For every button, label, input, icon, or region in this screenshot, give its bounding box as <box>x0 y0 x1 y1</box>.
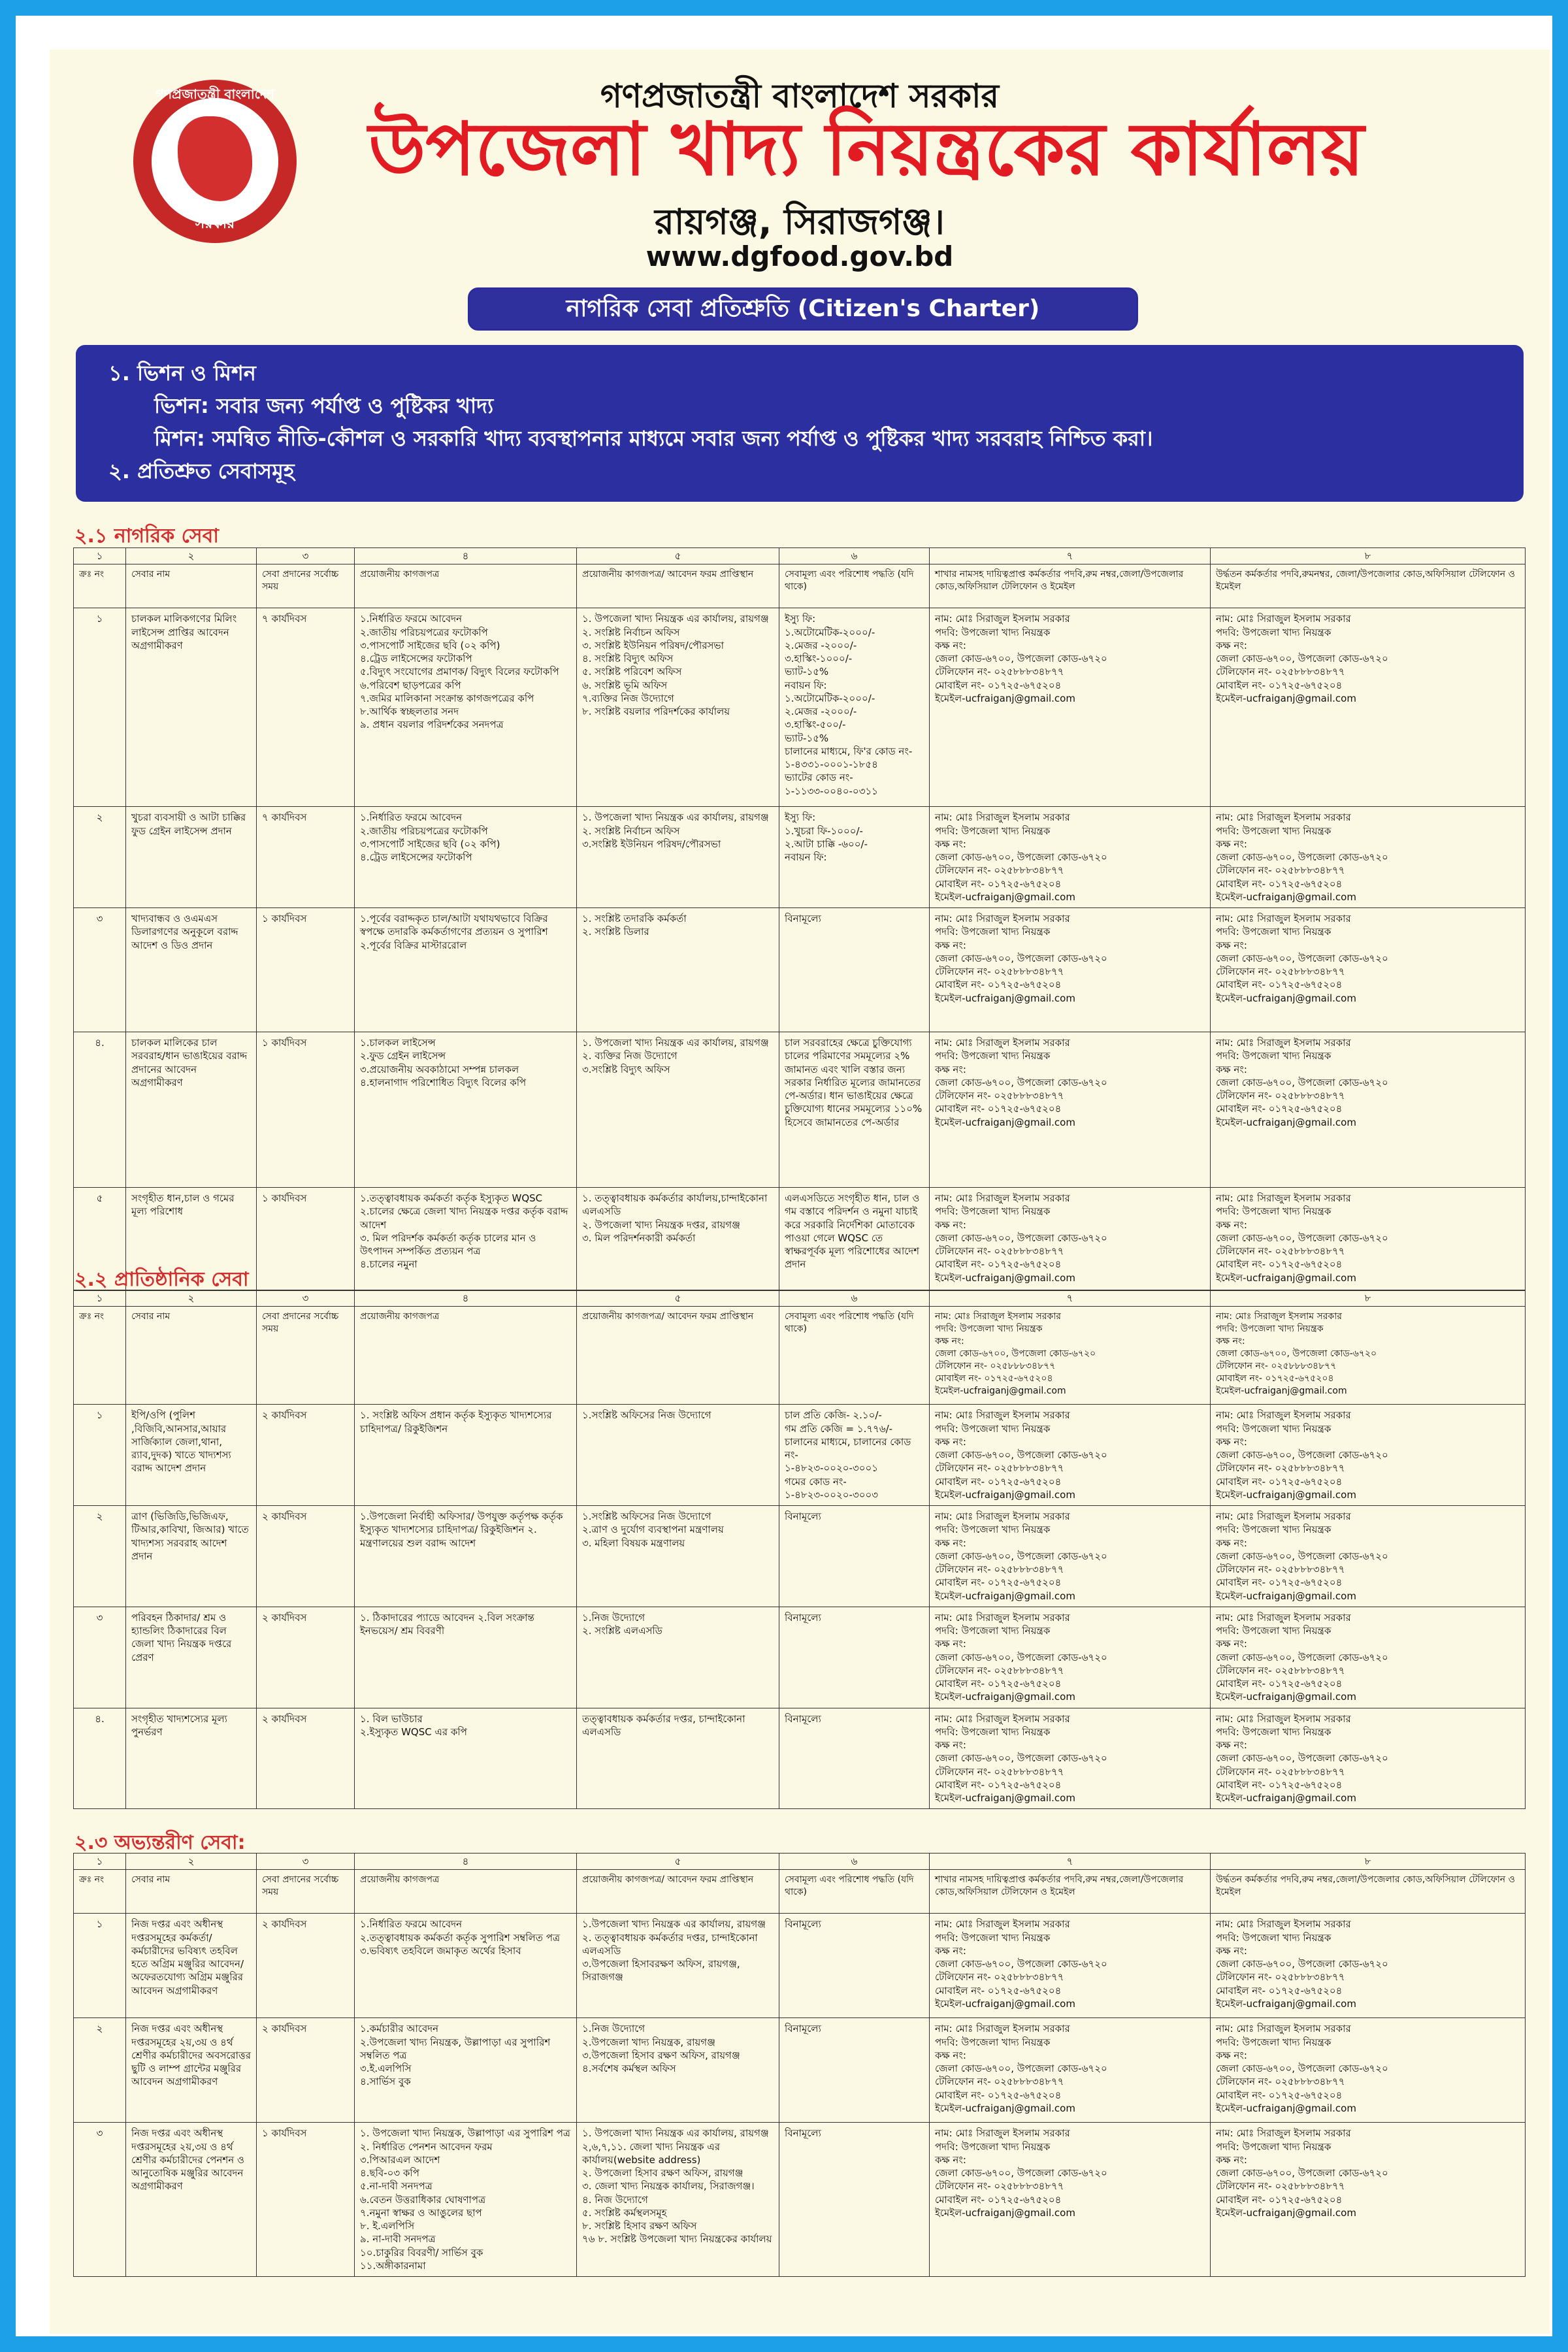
service-name: ইপি/ওপি (পুলিশ ,বিজিবি,আনসার,আয়ার সার্জিক্যাল জেলা,থানা, র‍্যাব,দুদক) খাতে খাদ্যশস্য বরাদ্দ আদেশ প্রদান <box>126 1405 257 1506</box>
office-location: রায়গঞ্জ, সিরাজগঞ্জ। <box>655 201 945 242</box>
service-time: ১ কার্যদিবস <box>257 2123 355 2277</box>
column-number: ৫ <box>577 1854 779 1870</box>
document-source: ১.নিজ উদ্যোগে ২. সংশ্লিষ্ট এলএসডি <box>577 1607 779 1708</box>
table-row <box>74 1914 1526 2018</box>
column-header: প্রয়োজনীয় কাগজপত্র/ আবেদন ফরম প্রাপ্তিস্থান <box>577 1870 779 1914</box>
table-row <box>74 2123 1526 2277</box>
service-fee: বিনামূল্যে <box>779 1607 930 1708</box>
section-title: ২.১ নাগরিক সেবা <box>74 525 219 547</box>
column-number: ৪ <box>355 548 577 564</box>
service-fee: বিনামূল্যে <box>779 2123 930 2277</box>
senior-officer: নাম: মোঃ সিরাজুল ইসলাম সরকার পদবি: উপজেলা খাদ্য নিয়ন্ত্রক কক্ষ নং: জেলা কোড-৬৭০০, উপজেলা কোড-৬৭২০ টেলিফোন নং- ০২৫৮৮৮৩৪৮৭৭ মোবাইল নং- ০১৭২৫-৬৭৫২০৪ ইমেইল-ucfraiganj@gmail.com <box>1211 1032 1526 1188</box>
row-number: ৪. <box>74 1032 126 1188</box>
table-row <box>74 1506 1526 1607</box>
service-name: খাদ্যবান্ধব ও ওএমএস ডিলারগণের অনুকূলে বরাদ্দ আদেশ ও ডিও প্রদান <box>126 908 257 1032</box>
section-title: ২.৩ অভ্যন্তরীণ সেবা: <box>74 1831 246 1854</box>
services-table <box>73 547 1526 1291</box>
website-link[interactable]: www.dgfood.gov.bd <box>645 240 954 272</box>
service-name: চালকল মালিকের চাল সরবরাহ/ধান ভাঙাইয়ের বরাদ্দ প্রদানের আবেদন অগ্রগামীকরণ <box>126 1032 257 1188</box>
column-header: সেবামূল্য এবং পরিশোধ পদ্ধতি (যদি থাকে) <box>779 564 930 608</box>
required-documents: ১.নির্ধারিত ফরমে আবেদন ২.জাতীয় পরিচয়পত্রের ফটোকপি ৩.পাসপোর্ট সাইজের ছবি (০২ কপি) ৪.ট্রেড লাইসেন্সের ফটোকপি <box>355 807 577 908</box>
column-number: ৭ <box>930 548 1211 564</box>
responsible-officer: নাম: মোঃ সিরাজুল ইসলাম সরকার পদবি: উপজেলা খাদ্য নিয়ন্ত্রক কক্ষ নং: জেলা কোড-৬৭০০, উপজেলা কোড-৬৭২০ টেলিফোন নং- ০২৫৮৮৮৩৪৮৭৭ মোবাইল নং- ০১৭২৫-৬৭৫২০৪ ইমেইল-ucfraiganj@gmail.com <box>930 908 1211 1032</box>
senior-officer: নাম: মোঃ সিরাজুল ইসলাম সরকার পদবি: উপজেলা খাদ্য নিয়ন্ত্রক কক্ষ নং: জেলা কোড-৬৭০০, উপজেলা কোড-৬৭২০ টেলিফোন নং- ০২৫৮৮৮৩৪৮৭৭ মোবাইল নং- ০১৭২৫-৬৭৫২০৪ ইমেইল-ucfraiganj@gmail.com <box>1211 1506 1526 1607</box>
senior-officer: নাম: মোঃ সিরাজুল ইসলাম সরকার পদবি: উপজেলা খাদ্য নিয়ন্ত্রক কক্ষ নং: জেলা কোড-৬৭০০, উপজেলা কোড-৬৭২০ টেলিফোন নং- ০২৫৮৮৮৩৪৮৭৭ মোবাইল নং- ০১৭২৫-৬৭৫২০৪ ইমেইল-ucfraiganj@gmail.com <box>1211 1708 1526 1809</box>
column-number: ৮ <box>1211 1290 1526 1307</box>
column-number: ১ <box>74 1854 126 1870</box>
column-header: প্রয়োজনীয় কাগজপত্র/ আবেদন ফরম প্রাপ্তিস্থান <box>577 1307 779 1405</box>
column-number: ২ <box>126 1290 257 1307</box>
column-number: ৩ <box>257 1854 355 1870</box>
required-documents: ১. সংশ্লিষ্ট অফিস প্রধান কর্তৃক ইস্যুকৃত খাদ্যশস্যের চাহিদাপত্র/ রিকুইজিশন <box>355 1405 577 1506</box>
column-number: ৫ <box>577 548 779 564</box>
column-number: ৫ <box>577 1290 779 1307</box>
responsible-officer: নাম: মোঃ সিরাজুল ইসলাম সরকার পদবি: উপজেলা খাদ্য নিয়ন্ত্রক কক্ষ নং: জেলা কোড-৬৭০০, উপজেলা কোড-৬৭২০ টেলিফোন নং- ০২৫৮৮৮৩৪৮৭৭ মোবাইল নং- ০১৭২৫-৬৭৫২০৪ ইমেইল-ucfraiganj@gmail.com <box>930 1708 1211 1809</box>
required-documents: ১.চালকল লাইসেন্স ২.ফুড গ্রেইন লাইসেন্স ৩.প্রয়োজনীয় অবকাঠামো সম্পন্ন চালকল ৪.হালনাগাদ পরিশোধিত বিদ্যুৎ বিলের কপি <box>355 1032 577 1188</box>
document-source: ১.সংশ্লিষ্ট অফিসের নিজ উদ্যোগে ২.ত্রাণ ও দুর্যোগ ব্যবস্থাপনা মন্ত্রণালয় ৩. মহিলা বিষয়ক মন্ত্রণালয় <box>577 1506 779 1607</box>
table-row <box>74 608 1526 807</box>
senior-officer: নাম: মোঃ সিরাজুল ইসলাম সরকার পদবি: উপজেলা খাদ্য নিয়ন্ত্রক কক্ষ নং: জেলা কোড-৬৭০০, উপজেলা কোড-৬৭২০ টেলিফোন নং- ০২৫৮৮৮৩৪৮৭৭ মোবাইল নং- ০১৭২৫-৬৭৫২০৪ ইমেইল-ucfraiganj@gmail.com <box>1211 2018 1526 2123</box>
table-row <box>74 2018 1526 2123</box>
service-fee: চাল প্রতি কেজি- ২.১০/- গম প্রতি কেজি = ১.৭৭৬/- চালানের মাধ্যমে, চালানের কোড নং- ১-৪৮২৩-০০২০-৩০০১ গমের কোড নং- ১-৪৮২৩-০০২০-৩০০৩ <box>779 1405 930 1506</box>
responsible-officer: নাম: মোঃ সিরাজুল ইসলাম সরকার পদবি: উপজেলা খাদ্য নিয়ন্ত্রক কক্ষ নং: জেলা কোড-৬৭০০, উপজেলা কোড-৬৭২০ টেলিফোন নং- ০২৫৮৮৮৩৪৮৭৭ মোবাইল নং- ০১৭২৫-৬৭৫২০৪ ইমেইল-ucfraiganj@gmail.com <box>930 1405 1211 1506</box>
service-name: চালকল মালিকগণের মিলিং লাইসেন্স প্রাপ্তির আবেদন অগ্রগামীকরণ <box>126 608 257 807</box>
required-documents: ১. ঠিকাদারের প্যাডে আবেদন ২.বিল সংক্রান্ত ইনভয়েস/ শ্রম বিবরণী <box>355 1607 577 1708</box>
column-header: সেবার নাম <box>126 564 257 608</box>
required-documents: ১.তত্ত্বাবধায়ক কর্মকর্তা কর্তৃক ইস্যুকৃত WQSC ২.চালের ক্ষেত্রে জেলা খাদ্য নিয়ন্ত্রক দপ্তর কর্তৃক বরাদ্দ আদেশ ৩. মিল পরিদর্শক কর্মকর্তা কর্তৃক চালের মান ও উৎপাদন সম্পর্কিত প্রত্যয়ন পত্র ৪.চালের নমুনা <box>355 1188 577 1291</box>
responsible-officer: নাম: মোঃ সিরাজুল ইসলাম সরকার পদবি: উপজেলা খাদ্য নিয়ন্ত্রক কক্ষ নং: জেলা কোড-৬৭০০, উপজেলা কোড-৬৭২০ টেলিফোন নং- ০২৫৮৮৮৩৪৮৭৭ মোবাইল নং- ০১৭২৫-৬৭৫২০৪ ইমেইল-ucfraiganj@gmail.com <box>930 1914 1211 2018</box>
required-documents: ১.পূর্বের বরাদ্দকৃত চাল/আটা যথাযথভাবে বিক্রির স্বপক্ষে তদারকি কর্মকর্তাগণের প্রত্যয়ন ও সুপারিশ ২.পূর্বের বিক্রির মাস্টাররোল <box>355 908 577 1032</box>
service-name: ত্রাণ (ভিজিডি,ভিজিএফ, টিআর,কাবিখা, জিআর) খাতে খাদ্যশস্য সরবরাহ আদেশ প্রদান <box>126 1506 257 1607</box>
vision-mission-band <box>76 345 1524 502</box>
column-header: নাম: মোঃ সিরাজুল ইসলাম সরকার পদবি: উপজেলা খাদ্য নিয়ন্ত্রক কক্ষ নং: জেলা কোড-৬৭০০, উপজেলা কোড-৬৭২০ টেলিফোন নং- ০২৫৮৮৮৩৪৮৭৭ মোবাইল নং- ০১৭২৫-৬৭৫২০৪ ইমেইল-ucfraiganj@gmail.com <box>930 1307 1211 1405</box>
mission-text: মিশন: সমন্বিত নীতি-কৌশল ও সরকারি খাদ্য ব্যবস্থাপনার মাধ্যমে সবার জন্য পর্যাপ্ত ও পুষ্টিকর খাদ্য সরবরাহ নিশ্চিত করা। <box>154 426 1153 451</box>
document-source: তত্ত্বাবধায়ক কর্মকর্তার দপ্তর, চান্দাইকোনা এলএসডি <box>577 1708 779 1809</box>
column-number-row <box>74 1290 1526 1307</box>
row-number: ৫ <box>74 1188 126 1291</box>
header-row <box>74 1307 1526 1405</box>
outer-frame <box>16 16 1552 2336</box>
table-row <box>74 1405 1526 1506</box>
service-time: ২ কার্যদিবস <box>257 1506 355 1607</box>
service-fee: এলএসডিতে সংগৃহীত ধান, চাল ও গম বস্তাবে পরিদর্শন ও নমুনা যাচাই করে সরকারি নির্দেশিকা মোতাবেক পাওয়া গেলে WQSC তে স্বাক্ষরপূর্বক মূল্য পরিশোধের আদেশ প্রদান <box>779 1188 930 1291</box>
senior-officer: নাম: মোঃ সিরাজুল ইসলাম সরকার পদবি: উপজেলা খাদ্য নিয়ন্ত্রক কক্ষ নং: জেলা কোড-৬৭০০, উপজেলা কোড-৬৭২০ টেলিফোন নং- ০২৫৮৮৮৩৪৮৭৭ মোবাইল নং- ০১৭২৫-৬৭৫২০৪ ইমেইল-ucfraiganj@gmail.com <box>1211 1405 1526 1506</box>
service-name: সংগৃহীত ধান,চাল ও গমের মূল্য পরিশোধ <box>126 1188 257 1291</box>
header-row <box>74 1870 1526 1914</box>
service-time: ৭ কার্যদিবস <box>257 608 355 807</box>
service-fee: বিনামূল্যে <box>779 1506 930 1607</box>
column-number: ৮ <box>1211 1854 1526 1870</box>
column-header: সেবার নাম <box>126 1307 257 1405</box>
service-fee: ইস্যু ফি: ১.খুচরা ফি-১০০০/- ২.আটা চাক্কি -৬০০/- নবায়ন ফি: <box>779 807 930 908</box>
column-header: ক্রঃ নং <box>74 1307 126 1405</box>
senior-officer: নাম: মোঃ সিরাজুল ইসলাম সরকার পদবি: উপজেলা খাদ্য নিয়ন্ত্রক কক্ষ নং: জেলা কোড-৬৭০০, উপজেলা কোড-৬৭২০ টেলিফোন নং- ০২৫৮৮৮৩৪৮৭৭ মোবাইল নং- ০১৭২৫-৬৭৫২০৪ ইমেইল-ucfraiganj@gmail.com <box>1211 908 1526 1032</box>
column-number-row <box>74 1854 1526 1870</box>
service-time: ১ কার্যদিবস <box>257 1188 355 1291</box>
service-fee: বিনামূল্যে <box>779 1708 930 1809</box>
column-header: সেবা প্রদানের সর্বোচ্চ সময় <box>257 1307 355 1405</box>
charter-sheet <box>50 50 1550 2334</box>
service-name: নিজ দপ্তর এবং অধীনস্থ দপ্তরসমূহের কর্মকর্তা/কর্মচারীদের ভবিষ্যৎ তহবিল হতে অগ্রিম মঞ্জুরির আবেদন/ অফেরতযোগ্য অগ্রিম মঞ্জুরির আবেদন অগ্রগামীকরণ <box>126 1914 257 2018</box>
table-row <box>74 1607 1526 1708</box>
column-header: শাখার নামসহ দায়িত্বপ্রাপ্ত কর্মকর্তার পদবি,রুম নম্বর,জেলা/উপজেলার কোড,অফিসিয়াল টেলিফোন ও ইমেইল <box>930 564 1211 608</box>
document-source: ১.উপজেলা খাদ্য নিয়ন্ত্রক এর কার্যালয়, রায়গঞ্জ ২. তত্ত্বাবধায়ক কর্মকর্তার দপ্তর, চান্দাইকোনা এলএসডি ৩.উপজেলা হিসাবরক্ষণ অফিস, রায়গঞ্জ, সিরাজগঞ্জ <box>577 1914 779 2018</box>
document-source: ১. উপজেলা খাদ্য নিয়ন্ত্রক এর কার্যালয়, রায়গঞ্জ ২. সংশ্লিষ্ট নির্বাচন অফিস ৩.সংশ্লিষ্ট ইউনিয়ন পরিষদ/পৌরসভা <box>577 807 779 908</box>
column-number: ৩ <box>257 1290 355 1307</box>
column-number: ৪ <box>355 1290 577 1307</box>
services-table <box>73 1290 1526 1809</box>
row-number: ৪. <box>74 1708 126 1809</box>
service-time: ৭ কার্যদিবস <box>257 807 355 908</box>
row-number: ৩ <box>74 908 126 1032</box>
service-time: ২ কার্যদিবস <box>257 1708 355 1809</box>
header-row <box>74 564 1526 608</box>
service-time: ২ কার্যদিবস <box>257 1607 355 1708</box>
column-number: ৬ <box>779 1854 930 1870</box>
column-header: উর্দ্ধতন কর্মকর্তার পদবি,রুম নম্বর,জেলা/উপজেলার কোড,অফিসিয়াল টেলিফোন ও ইমেইল <box>1211 1870 1526 1914</box>
row-number: ২ <box>74 1506 126 1607</box>
column-header: প্রয়োজনীয় কাগজপত্র/ আবেদন ফরম প্রাপ্তিস্থান <box>577 564 779 608</box>
column-number: ৬ <box>779 548 930 564</box>
column-number: ৪ <box>355 1854 577 1870</box>
vision-text: ভিশন: সবার জন্য পর্যাপ্ত ও পুষ্টিকর খাদ্য <box>154 393 494 418</box>
services-table <box>73 1853 1526 2277</box>
column-header: সেবামূল্য এবং পরিশোধ পদ্ধতি (যদি থাকে) <box>779 1307 930 1405</box>
senior-officer: নাম: মোঃ সিরাজুল ইসলাম সরকার পদবি: উপজেলা খাদ্য নিয়ন্ত্রক কক্ষ নং: জেলা কোড-৬৭০০, উপজেলা কোড-৬৭২০ টেলিফোন নং- ০২৫৮৮৮৩৪৮৭৭ মোবাইল নং- ০১৭২৫-৬৭৫২০৪ ইমেইল-ucfraiganj@gmail.com <box>1211 1607 1526 1708</box>
service-fee: বিনামূল্যে <box>779 2018 930 2123</box>
required-documents: ১. বিল ভাউচার ২.ইস্যুকৃত WQSC এর কপি <box>355 1708 577 1809</box>
section-title: ২.২ প্রাতিষ্ঠানিক সেবা <box>74 1268 249 1291</box>
row-number: ১ <box>74 1914 126 2018</box>
column-number: ৭ <box>930 1854 1211 1870</box>
column-number: ১ <box>74 1290 126 1307</box>
table-row <box>74 1032 1526 1188</box>
table-row <box>74 1708 1526 1809</box>
responsible-officer: নাম: মোঃ সিরাজুল ইসলাম সরকার পদবি: উপজেলা খাদ্য নিয়ন্ত্রক কক্ষ নং: জেলা কোড-৬৭০০, উপজেলা কোড-৬৭২০ টেলিফোন নং- ০২৫৮৮৮৩৪৮৭৭ মোবাইল নং- ০১৭২৫-৬৭৫২০৪ ইমেইল-ucfraiganj@gmail.com <box>930 1032 1211 1188</box>
service-name: খুচরা ব্যবসায়ী ও আটা চাক্কির ফুড গ্রেইন লাইসেন্স প্রদান <box>126 807 257 908</box>
document-source: ১. তত্ত্বাবধায়ক কর্মকর্তার কার্যালয়,চান্দাইকোনা এলএসডি ২. উপজেলা খাদ্য নিয়ন্ত্রক দপ্তর, রায়গঞ্জ ৩. মিল পরিদর্শনকারী কর্মকর্তা <box>577 1188 779 1291</box>
required-documents: ১.উপজেলা নির্বাহী অফিসার/ উপযুক্ত কর্তৃপক্ষ কর্তৃক ইস্যুকৃত খাদ্যশস্যের চাহিদাপত্র/ রিকুইজিশন ২. মন্ত্রণালয়ের শুল বরাদ্দ আদেশ <box>355 1506 577 1607</box>
office-title: উপজেলা খাদ্য নিয়ন্ত্রকের কার্যালয় <box>368 107 1364 192</box>
row-number: ১ <box>74 1405 126 1506</box>
service-fee: চাল সরবরাহের ক্ষেত্রে চুক্তিযোগ্য চালের পরিমাণের সমমূল্যের ২% জামানত এবং খালি বস্তার জন্য সরকার নির্ধারিত মূল্যের জামানতের পে-অর্ডার। ধান ভাঙাইয়ের ক্ষেত্রে চুক্তিযোগ্য ধানের সমমূল্যের ১১০% হিসেবে জামানতের পে-অর্ডার <box>779 1032 930 1188</box>
service-time: ২ কার্যদিবস <box>257 1914 355 2018</box>
column-header: সেবার নাম <box>126 1870 257 1914</box>
row-number: ২ <box>74 2018 126 2123</box>
column-header: প্রয়োজনীয় কাগজপত্র <box>355 1307 577 1405</box>
service-fee: বিনামূল্যে <box>779 1914 930 2018</box>
row-number: ২ <box>74 807 126 908</box>
document-source: ১.নিজ উদ্যোগে ২.উপজেলা খাদ্য নিয়ন্ত্রক, রায়গঞ্জ ৩.উপজেলা হিসাব রক্ষণ অফিস, রায়গঞ্জ ৪.সর্বশেষ কর্মস্থল অফিস <box>577 2018 779 2123</box>
service-name: নিজ দপ্তর এবং অধীনস্থ দপ্তরসমূহের ২য়,৩য় ও ৪র্থ শ্রেণীর কর্মচারীদের পেনশন ও আনুতোষিক মঞ্জুরির আবেদন অগ্রগামীকরণ <box>126 2123 257 2277</box>
responsible-officer: নাম: মোঃ সিরাজুল ইসলাম সরকার পদবি: উপজেলা খাদ্য নিয়ন্ত্রক কক্ষ নং: জেলা কোড-৬৭০০, উপজেলা কোড-৬৭২০ টেলিফোন নং- ০২৫৮৮৮৩৪৮৭৭ মোবাইল নং- ০১৭২৫-৬৭৫২০৪ ইমেইল-ucfraiganj@gmail.com <box>930 1506 1211 1607</box>
service-name: নিজ দপ্তর এবং অধীনস্থ দপ্তরসমূহের ২য়,৩য় ও ৪র্থ শ্রেণীর কর্মচারীদের অবসরোত্তর ছুটি ও লাম্প গ্রান্টের মঞ্জুরির আবেদন অগ্রগামীকরণ <box>126 2018 257 2123</box>
row-number: ৩ <box>74 1607 126 1708</box>
responsible-officer: নাম: মোঃ সিরাজুল ইসলাম সরকার পদবি: উপজেলা খাদ্য নিয়ন্ত্রক কক্ষ নং: জেলা কোড-৬৭০০, উপজেলা কোড-৬৭২০ টেলিফোন নং- ০২৫৮৮৮৩৪৮৭৭ মোবাইল নং- ০১৭২৫-৬৭৫২০৪ ইমেইল-ucfraiganj@gmail.com <box>930 807 1211 908</box>
service-time: ১ কার্যদিবস <box>257 1032 355 1188</box>
senior-officer: নাম: মোঃ সিরাজুল ইসলাম সরকার পদবি: উপজেলা খাদ্য নিয়ন্ত্রক কক্ষ নং: জেলা কোড-৬৭০০, উপজেলা কোড-৬৭২০ টেলিফোন নং- ০২৫৮৮৮৩৪৮৭৭ মোবাইল নং- ০১৭২৫-৬৭৫২০৪ ইমেইল-ucfraiganj@gmail.com <box>1211 2123 1526 2277</box>
document-source: ১. উপজেলা খাদ্য নিয়ন্ত্রক এর কার্যালয়, রায়গঞ্জ ২. সংশ্লিষ্ট নির্বাচন অফিস ৩. সংশ্লিষ্ট ইউনিয়ন পরিষদ/পৌরসভা ৪. সংশ্লিষ্ট বিদ্যুৎ অফিস ৫. সংশ্লিষ্ট পরিবেশ অফিস ৬. সংশ্লিষ্ট ভূমি অফিস ৭.ব্যক্তির নিজ উদ্যোগে ৮. সংশ্লিষ্ট বয়লার পরিদর্শকের কার্যালয় <box>577 608 779 807</box>
service-fee: বিনামূল্যে <box>779 908 930 1032</box>
service-time: ১ কার্যদিবস <box>257 908 355 1032</box>
column-header: সেবামূল্য এবং পরিশোধ পদ্ধতি (যদি থাকে) <box>779 1870 930 1914</box>
seal-top-text: গণপ্রজাতন্ত্রী বাংলাদেশ <box>155 86 275 102</box>
column-number: ২ <box>126 548 257 564</box>
responsible-officer: নাম: মোঃ সিরাজুল ইসলাম সরকার পদবি: উপজেলা খাদ্য নিয়ন্ত্রক কক্ষ নং: জেলা কোড-৬৭০০, উপজেলা কোড-৬৭২০ টেলিফোন নং- ০২৫৮৮৮৩৪৮৭৭ মোবাইল নং- ০১৭২৫-৬৭৫২০৪ ইমেইল-ucfraiganj@gmail.com <box>930 608 1211 807</box>
column-header: উর্দ্ধতন কর্মকর্তার পদবি,রুমনম্বর, জেলা/উপজেলার কোড,অফিসিয়াল টেলিফোন ও ইমেইল <box>1211 564 1526 608</box>
row-number: ১ <box>74 608 126 807</box>
column-header: ক্রঃ নং <box>74 564 126 608</box>
charter-title: নাগরিক সেবা প্রতিশ্রুতি (Citizen's Charter) <box>468 287 1138 331</box>
vision-mission-heading: ১. ভিশন ও মিশন <box>108 361 256 385</box>
document-source: ১.সংশ্লিষ্ট অফিসের নিজ উদ্যোগে <box>577 1405 779 1506</box>
column-number: ৮ <box>1211 548 1526 564</box>
responsible-officer: নাম: মোঃ সিরাজুল ইসলাম সরকার পদবি: উপজেলা খাদ্য নিয়ন্ত্রক কক্ষ নং: জেলা কোড-৬৭০০, উপজেলা কোড-৬৭২০ টেলিফোন নং- ০২৫৮৮৮৩৪৮৭৭ মোবাইল নং- ০১৭২৫-৬৭৫২০৪ ইমেইল-ucfraiganj@gmail.com <box>930 2123 1211 2277</box>
column-number: ২ <box>126 1854 257 1870</box>
column-number: ৭ <box>930 1290 1211 1307</box>
senior-officer: নাম: মোঃ সিরাজুল ইসলাম সরকার পদবি: উপজেলা খাদ্য নিয়ন্ত্রক কক্ষ নং: জেলা কোড-৬৭০০, উপজেলা কোড-৬৭২০ টেলিফোন নং- ০২৫৮৮৮৩৪৮৭৭ মোবাইল নং- ০১৭২৫-৬৭৫২০৪ ইমেইল-ucfraiganj@gmail.com <box>1211 1188 1526 1291</box>
column-number-row <box>74 548 1526 564</box>
seal-bottom-text: সরকার <box>195 216 235 232</box>
document-source: ১. উপজেলা খাদ্য নিয়ন্ত্রক এর কার্যালয়, রায়গঞ্জ ২,৬,৭,১১. জেলা খাদ্য নিয়ন্ত্রক এর কার্যালয়(website address) ২. উপজেলা হিসাব রক্ষণ অফিস, রায়গঞ্জ ৩. জেলা খাদ্য নিয়ন্ত্রক কার্যালয়, সিরাজগঞ্জ। ৪. নিজ উদ্যোগে ৫. সংশ্লিষ্ট কর্মস্থলসমূহ ৮. সংশ্লিষ্ট হিসাব রক্ষণ অফিস ৭৬ ৮. সংশ্লিষ্ট উপজেলা খাদ্য নিয়ন্ত্রকের কার্যালয় <box>577 2123 779 2277</box>
column-header: ক্রঃ নং <box>74 1870 126 1914</box>
required-documents: ১.নির্ধারিত ফরমে আবেদন ২.জাতীয় পরিচয়পত্রের ফটোকপি ৩.পাসপোর্ট সাইজের ছবি (০২ কপি) ৪.ট্রেড লাইসেন্সের ফটোকপি ৫.বিদ্যুৎ সংযোগের প্রমাণক/ বিদ্যুৎ বিলের ফটোকপি ৬.পরিবেশ ছাড়পত্রের কপি ৭.জমির মালিকানা সংক্রান্ত কাগজপত্রের কপি ৮.আর্থিক স্বচ্ছলতার সনদ ৯. প্রধান বয়লার পরিদর্শকের সনদপত্র <box>355 608 577 807</box>
required-documents: ১. উপজেলা খাদ্য নিয়ন্ত্রক, উল্লাপাড়া এর সুপারিশ পত্র ২. নির্ধারিত পেনশন আবেদন ফরম ৩.পিআরএল আদেশ ৪.ছবি-০৩ কপি ৫.না-দাবী সনদপত্র ৬.বেতন উত্তরাধিকার ঘোষণাপত্র ৭.নমুনা স্বাক্ষর ও আঙুলের ছাপ ৮. ই.এলপিসি ৯. না-দাবী সনদপত্র ১০.চাকুরির বিবরণী/ সার্ভিস বুক ১১.অঙ্গীকারনামা <box>355 2123 577 2277</box>
service-name: পরিবহন ঠিকাদার/ শ্রম ও হ্যান্ডলিং ঠিকাদারের বিল জেলা খাদ্য নিয়ন্ত্রক দপ্তরে প্রেরণ <box>126 1607 257 1708</box>
table-row <box>74 807 1526 908</box>
senior-officer: নাম: মোঃ সিরাজুল ইসলাম সরকার পদবি: উপজেলা খাদ্য নিয়ন্ত্রক কক্ষ নং: জেলা কোড-৬৭০০, উপজেলা কোড-৬৭২০ টেলিফোন নং- ০২৫৮৮৮৩৪৮৭৭ মোবাইল নং- ০১৭২৫-৬৭৫২০৪ ইমেইল-ucfraiganj@gmail.com <box>1211 1914 1526 2018</box>
responsible-officer: নাম: মোঃ সিরাজুল ইসলাম সরকার পদবি: উপজেলা খাদ্য নিয়ন্ত্রক কক্ষ নং: জেলা কোড-৬৭০০, উপজেলা কোড-৬৭২০ টেলিফোন নং- ০২৫৮৮৮৩৪৮৭৭ মোবাইল নং- ০১৭২৫-৬৭৫২০৪ ইমেইল-ucfraiganj@gmail.com <box>930 2018 1211 2123</box>
column-header: প্রয়োজনীয় কাগজপত্র <box>355 564 577 608</box>
service-time: ২ কার্যদিবস <box>257 1405 355 1506</box>
responsible-officer: নাম: মোঃ সিরাজুল ইসলাম সরকার পদবি: উপজেলা খাদ্য নিয়ন্ত্রক কক্ষ নং: জেলা কোড-৬৭০০, উপজেলা কোড-৬৭২০ টেলিফোন নং- ০২৫৮৮৮৩৪৮৭৭ মোবাইল নং- ০১৭২৫-৬৭৫২০৪ ইমেইল-ucfraiganj@gmail.com <box>930 1607 1211 1708</box>
required-documents: ১.নির্ধারিত ফরমে আবেদন ২.তত্ত্বাবধায়ক কর্মকর্তা কর্তৃক সুপারিশ সম্বলিত পত্র ৩.ভবিষ্যৎ তহবিলে জমাকৃত অর্থের হিসাব <box>355 1914 577 2018</box>
document-source: ১. সংশ্লিষ্ট তদারকি কর্মকর্তা ২. সংশ্লিষ্ট ডিলার <box>577 908 779 1032</box>
required-documents: ১.কর্মচারীর আবেদন ২.উপজেলা খাদ্য নিয়ন্ত্রক, উল্লাপাড়া এর সুপারিশ সম্বলিত পত্র ৩.ই.এলপিসি ৪.সার্ভিস বুক <box>355 2018 577 2123</box>
column-number: ৩ <box>257 548 355 564</box>
column-header: প্রয়োজনীয় কাগজপত্র <box>355 1870 577 1914</box>
document-source: ১. উপজেলা খাদ্য নিয়ন্ত্রক এর কার্যালয়, রায়গঞ্জ ২. ব্যক্তির নিজ উদ্যোগে ৩.সংশ্লিষ্ট বিদ্যুৎ অফিস <box>577 1032 779 1188</box>
senior-officer: নাম: মোঃ সিরাজুল ইসলাম সরকার পদবি: উপজেলা খাদ্য নিয়ন্ত্রক কক্ষ নং: জেলা কোড-৬৭০০, উপজেলা কোড-৬৭২০ টেলিফোন নং- ০২৫৮৮৮৩৪৮৭৭ মোবাইল নং- ০১৭২৫-৬৭৫২০৪ ইমেইল-ucfraiganj@gmail.com <box>1211 608 1526 807</box>
column-header: সেবা প্রদানের সর্বোচ্চ সময় <box>257 1870 355 1914</box>
responsible-officer: নাম: মোঃ সিরাজুল ইসলাম সরকার পদবি: উপজেলা খাদ্য নিয়ন্ত্রক কক্ষ নং: জেলা কোড-৬৭০০, উপজেলা কোড-৬৭২০ টেলিফোন নং- ০২৫৮৮৮৩৪৮৭৭ মোবাইল নং- ০১৭২৫-৬৭৫২০৪ ইমেইল-ucfraiganj@gmail.com <box>930 1188 1211 1291</box>
column-header: শাখার নামসহ দায়িত্বপ্রাপ্ত কর্মকর্তার পদবি,রুম নম্বর,জেলা/উপজেলার কোড,অফিসিয়াল টেলিফোন ও ইমেইল <box>930 1870 1211 1914</box>
service-time: ২ কার্যদিবস <box>257 2018 355 2123</box>
services-heading: ২. প্রতিশ্রুত সেবাসমূহ <box>108 459 295 483</box>
column-header: সেবা প্রদানের সর্বোচ্চ সময় <box>257 564 355 608</box>
service-name: সংগৃহীত খাদ্যশস্যের মূল্য পুনর্ভরণ <box>126 1708 257 1809</box>
table-row <box>74 908 1526 1032</box>
senior-officer: নাম: মোঃ সিরাজুল ইসলাম সরকার পদবি: উপজেলা খাদ্য নিয়ন্ত্রক কক্ষ নং: জেলা কোড-৬৭০০, উপজেলা কোড-৬৭২০ টেলিফোন নং- ০২৫৮৮৮৩৪৮৭৭ মোবাইল নং- ০১৭২৫-৬৭৫২০৪ ইমেইল-ucfraiganj@gmail.com <box>1211 807 1526 908</box>
government-name: গণপ্রজাতন্ত্রী বাংলাদেশ সরকার <box>600 77 999 115</box>
service-fee: ইস্যু ফি: ১.অটোমেটিক-২০০০/- ২.মেজর -২০০০/- ৩.হাস্কিং-১০০০/- ভ্যাট-১৫% নবায়ন ফি: ১.অটোমেটিক-২০০০/- ২.মেজর -২০০০/- ৩.হাস্কিং-৫০০/- ভ্যাট-১৫% চালানের মাধ্যমে, ফি'র কোড নং- ১-৪৩৩১-০০০১-১৮৫৪ ভ্যাটের কোড নং- ১-১১৩৩-০০৪০-০৩১১ <box>779 608 930 807</box>
table-row <box>74 1188 1526 1291</box>
column-number: ৬ <box>779 1290 930 1307</box>
column-header: নাম: মোঃ সিরাজুল ইসলাম সরকার পদবি: উপজেলা খাদ্য নিয়ন্ত্রক কক্ষ নং: জেলা কোড-৬৭০০, উপজেলা কোড-৬৭২০ টেলিফোন নং- ০২৫৮৮৮৩৪৮৭৭ মোবাইল নং- ০১৭২৫-৬৭৫২০৪ ইমেইল-ucfraiganj@gmail.com <box>1211 1307 1526 1405</box>
row-number: ৩ <box>74 2123 126 2277</box>
column-number: ১ <box>74 548 126 564</box>
